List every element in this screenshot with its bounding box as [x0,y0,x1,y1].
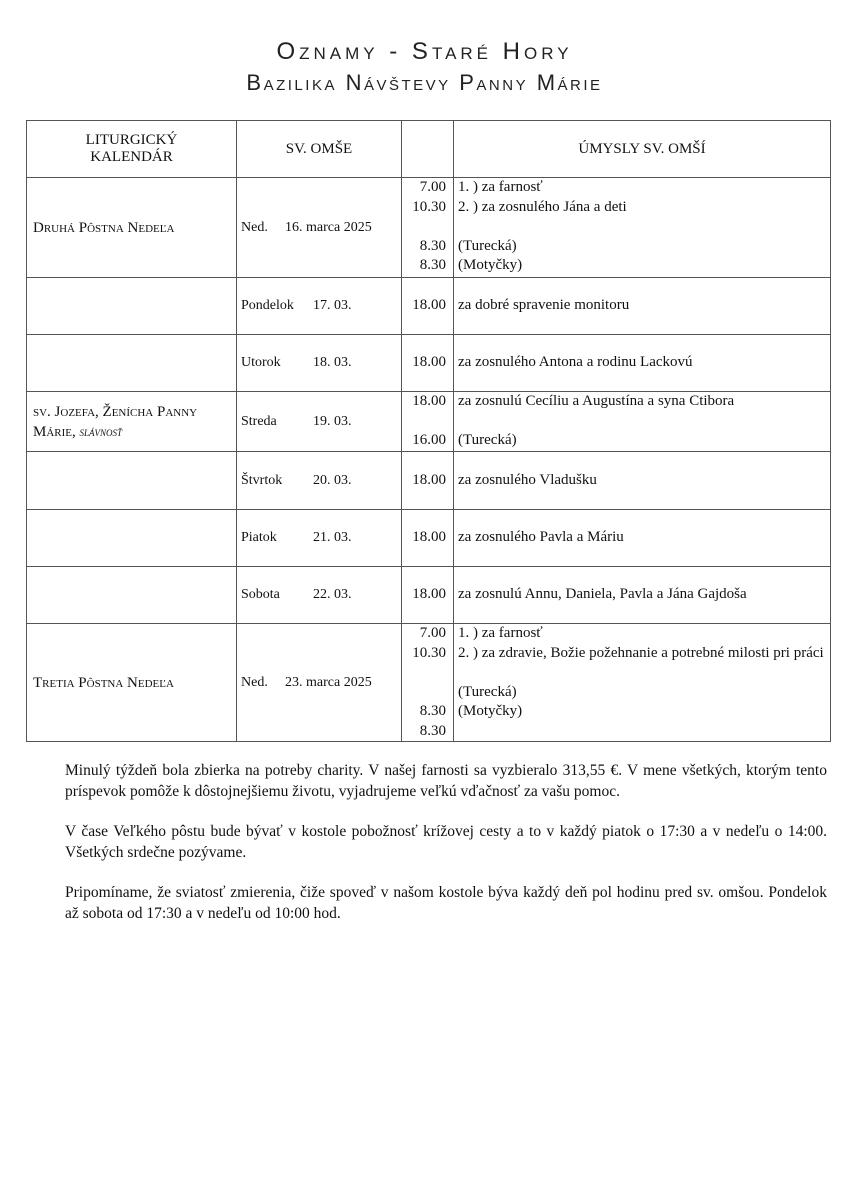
date: 20. 03. [313,472,352,488]
liturgical-calendar-cell [27,335,237,392]
mass-day-cell [237,624,402,742]
mass-intentions-cell [454,278,831,335]
mass-intention: za zosnulého Pavla a Máriu [458,529,624,546]
header-calendar [27,121,237,178]
mass-time [402,217,446,237]
mass-intention: za zosnulú Annu, Daniela, Pavla a Jána Gajdoša [458,586,747,603]
liturgical-day-name: sv. Jozefa, Ženícha Panny Márie, [33,403,198,440]
liturgical-calendar-cell [27,624,237,742]
announcement-stations-of-cross: V čase Veľkého pôstu bude bývať v kostole pobožnosť krížovej cesty a to v každý piatok o 17:30 a v nedeľu o 14:00. Všetkých srdečne pozývame. [65,823,827,861]
mass-intentions-cell [454,510,831,567]
mass-intentions-cell [454,624,831,742]
liturgical-day-name: Tretia Pôstna Nedeľa [33,674,174,691]
mass-intention [458,663,830,683]
mass-time: 18.00 [412,297,446,314]
mass-intention: 1. ) za farnosť [458,179,543,195]
announcements [65,760,827,943]
mass-day-cell [237,510,402,567]
table-header-row [27,121,831,178]
mass-time [402,683,446,703]
mass-intention: 2. ) za zosnulého Jána a deti [458,198,627,215]
mass-times-cell [402,335,454,392]
mass-times-cell [402,510,454,567]
liturgical-calendar-cell [27,278,237,335]
page-title: Oznamy - Staré Hory [276,38,573,65]
table-row [27,452,831,510]
table-row [27,278,831,335]
liturgical-calendar-cell [27,452,237,510]
mass-intention: 1. ) za farnosť [458,625,543,641]
mass-intention [458,412,830,432]
weekday: Pondelok [241,298,294,313]
mass-day-cell [237,335,402,392]
announcement-confession: Pripomíname, že sviatosť zmierenia, čiže spoveď v našom kostole býva každý deň pol hodinu pred sv. omšou. Pondelok až sobota od 17:30 a v nedeľu od 10:00 hod. [65,884,827,922]
mass-time: 18.00 [412,393,446,409]
table-row [27,510,831,567]
table-row [27,567,831,624]
mass-intention: (Turecká) [458,432,517,448]
mass-time [402,412,446,432]
mass-time: 7.00 [419,625,446,641]
mass-time: 8.30 [419,237,446,254]
weekday: Streda [241,413,277,429]
header-calendar-line2: KALENDÁR [90,149,173,165]
date: 18. 03. [313,355,352,370]
mass-times-cell [402,392,454,452]
mass-intention: (Turecká) [458,683,517,700]
mass-time: 7.00 [419,179,446,195]
header-calendar-line1: LITURGICKÝ [85,132,178,148]
mass-day-cell [237,278,402,335]
weekday: Štvrtok [241,472,283,488]
mass-intention [458,217,830,237]
mass-time: 10.30 [412,644,446,661]
date: 23. marca 2025 [285,674,372,690]
header-intentions: ÚMYSLY SV. OMŠÍ [454,121,831,178]
page-subtitle: Bazilika Návštevy Panny Márie [246,70,603,95]
weekday: Ned. [241,219,268,235]
announcement-charity: Minulý týždeň bola zbierka na potreby charity. V našej farnosti sa vyzbieralo 313,55 €. V mene všetkých, ktorým tento príspevok pomôže k dôstojnejšiemu životu, vyjadrujeme veľkú vďačnosť za vašu pomoc. [65,762,827,800]
mass-intention: za dobré spravenie monitoru [458,297,630,314]
mass-schedule-table [26,120,831,742]
liturgical-day-name: Druhá Pôstna Nedeľa [33,219,175,236]
mass-time: 18.00 [412,529,446,546]
liturgical-calendar-cell [27,178,237,278]
liturgical-calendar-cell [27,510,237,567]
mass-intention: (Motyčky) [458,703,523,719]
date: 22. 03. [313,587,352,602]
weekday: Piatok [241,530,277,545]
liturgical-calendar-cell [27,392,237,452]
date: 21. 03. [313,530,352,545]
mass-times-cell [402,178,454,278]
mass-time: 8.30 [419,257,446,273]
mass-time: 18.00 [412,586,446,603]
date: 16. marca 2025 [285,219,372,235]
table-row [27,392,831,452]
mass-intentions-cell [454,452,831,510]
mass-time: 16.00 [412,432,446,448]
mass-intentions-cell [454,392,831,452]
mass-time [402,663,446,683]
mass-intentions-cell [454,567,831,624]
mass-intention: 2. ) za zdravie, Božie požehnanie a potrebné milosti pri práci [458,644,824,661]
header-masses: SV. OMŠE [237,121,402,178]
mass-intention: za zosnulú Cecíliu a Augustína a syna Ctibora [458,393,735,409]
mass-intention: za zosnulého Vladušku [458,471,597,488]
mass-intention: (Motyčky) [458,257,523,273]
mass-intentions-cell [454,335,831,392]
table-row [27,624,831,742]
mass-day-cell [237,392,402,452]
mass-time: 10.30 [412,198,446,215]
mass-intention: za zosnulého Antona a rodinu Lackovú [458,354,693,371]
date: 17. 03. [313,298,352,313]
mass-times-cell [402,567,454,624]
mass-times-cell [402,624,454,742]
mass-time: 18.00 [412,471,446,488]
weekday: Ned. [241,674,268,690]
date: 19. 03. [313,413,352,429]
mass-intention: (Turecká) [458,237,517,254]
table-row [27,178,831,278]
mass-times-cell [402,452,454,510]
mass-time: 18.00 [412,354,446,371]
mass-time: 8.30 [419,703,446,719]
mass-intentions-cell [454,178,831,278]
liturgical-calendar-cell [27,567,237,624]
mass-day-cell [237,567,402,624]
weekday: Utorok [241,355,281,370]
weekday: Sobota [241,587,280,602]
table-row [27,335,831,392]
liturgical-rank: slávnosť [79,423,123,439]
mass-day-cell [237,452,402,510]
mass-times-cell [402,278,454,335]
mass-day-cell [237,178,402,278]
header-times [402,121,454,178]
mass-time: 8.30 [419,722,446,739]
